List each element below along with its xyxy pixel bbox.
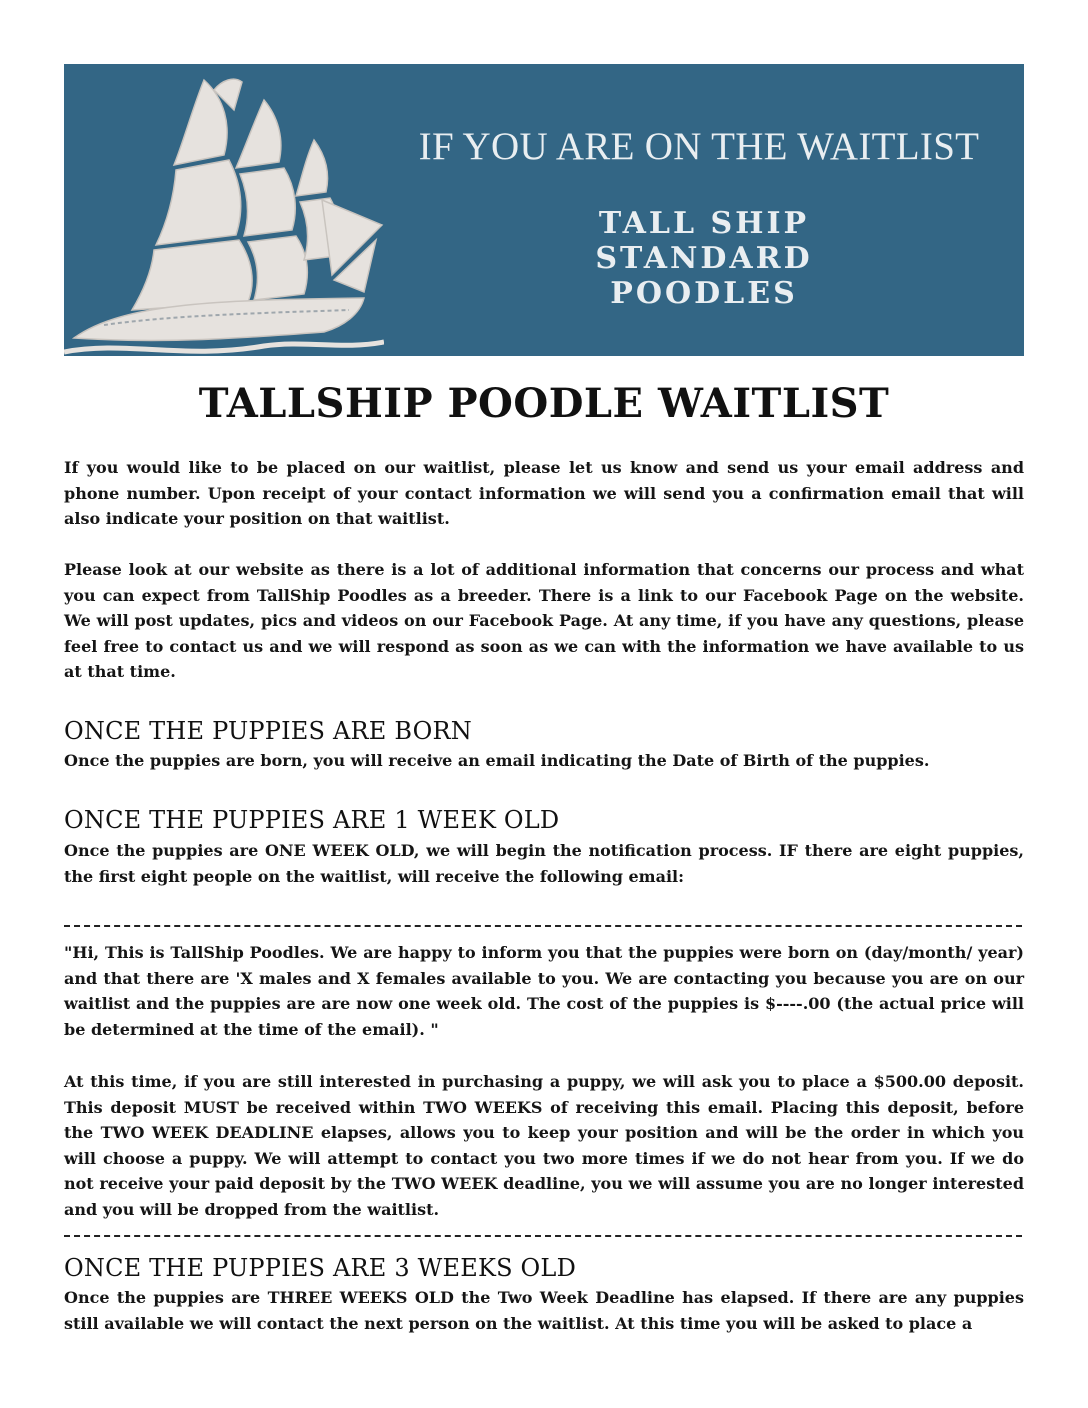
section-heading: ONCE THE PUPPIES ARE BORN	[64, 717, 472, 745]
page-title: TALLSHIP POODLE WAITLIST	[198, 380, 890, 427]
section-heading: ONCE THE PUPPIES ARE 3 WEEKS OLD	[64, 1254, 577, 1282]
section-body: Once the puppies are THREE WEEKS OLD the Two Week Deadline has elapsed. If there are any puppies still available we will contact the next person on the waitlist. At this time you will be asked to place a	[64, 1288, 1024, 1333]
section-body: Once the puppies are born, you will receive an email indicating the Date of Birth of the puppies.	[64, 751, 930, 770]
tall-ship-icon	[64, 70, 384, 356]
intro-paragraph: If you would like to be placed on our waitlist, please let us know and send us your email address and phone number. Upon receipt of your contact information we will send you a confirmation email that will also indicate your position on that waitlist.	[64, 458, 1024, 528]
brand-wordmark	[534, 206, 874, 311]
header-banner	[64, 64, 1024, 356]
email-quote: "Hi, This is TallShip Poodles. We are happy to inform you that the puppies were born on (day/month/ year) and that there are 'X males and X females available to you. We are contacting you because you are on our waitlist and the puppies are are now one week old. The cost of the puppies is $----.00 (the actual price will be determined at the time of the email). "	[64, 943, 1024, 1039]
brand-line: POODLES	[610, 276, 798, 311]
banner-title: IF YOU ARE ON THE WAITLIST	[418, 125, 980, 168]
section-body: Once the puppies are ONE WEEK OLD, we will begin the notification process. IF there are eight puppies, the first eight people on the waitlist, will receive the following email:	[64, 841, 1024, 886]
section-heading: ONCE THE PUPPIES ARE 1 WEEK OLD	[64, 806, 560, 834]
intro-paragraph: Please look at our website as there is a lot of additional information that concerns our process and what you can expect from TallShip Poodles as a breeder. There is a link to our Facebook Page on the website. We will post updates, pics and videos on our Facebook Page. At any time, if you have any questions, please feel free to contact us and we will respond as soon as we can with the information we have available to us at that time.	[64, 560, 1024, 681]
brand-line: TALL SHIP	[598, 206, 810, 241]
divider	[64, 925, 1022, 927]
divider	[64, 1235, 1022, 1237]
brand-line: STANDARD	[595, 241, 813, 276]
deposit-paragraph: At this time, if you are still interested in purchasing a puppy, we will ask you to place a $500.00 deposit. This deposit MUST be received within TWO WEEKS of receiving this email. Placing this deposit, before the TWO WEEK DEADLINE elapses, allows you to keep your position and will be the order in which you will choose a puppy. We will attempt to contact you two more times if we do not hear from you. If we do not receive your paid deposit by the TWO WEEK deadline, you we will assume you are no longer interested and you will be dropped from the waitlist.	[64, 1072, 1024, 1219]
